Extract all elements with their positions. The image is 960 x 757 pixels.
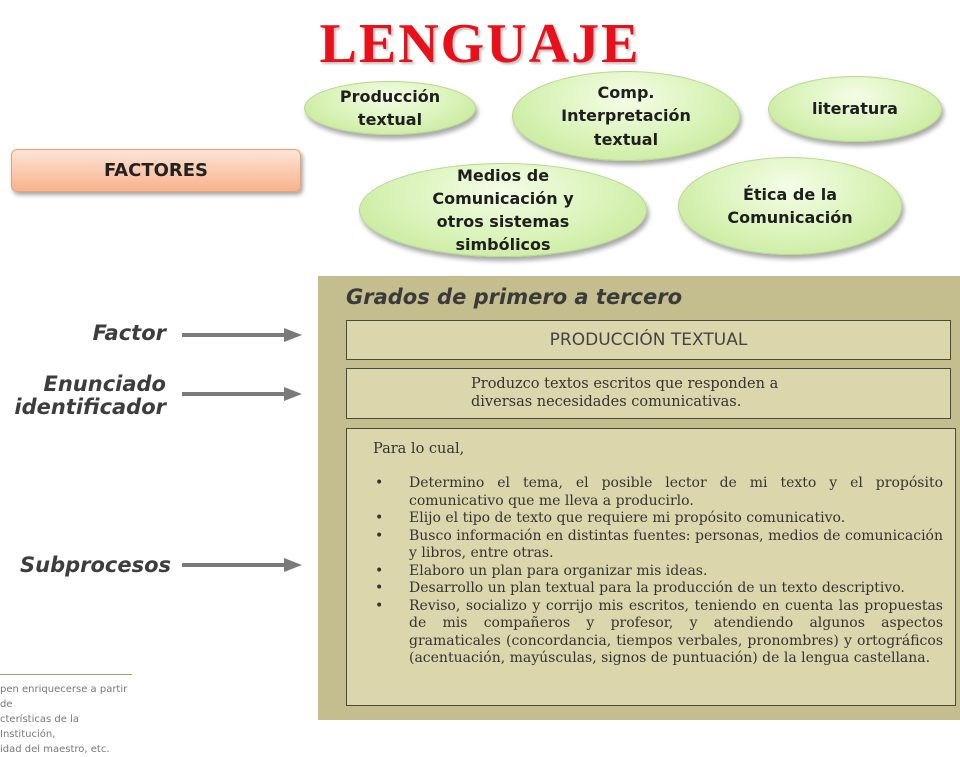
factor-box xyxy=(346,320,951,360)
list-item: • Busco información en distintas fuentes: personas, medios de comunicación y libros, entre otras. xyxy=(375,527,943,561)
list-item: • Desarrollo un plan textual para la producción de un texto descriptivo. xyxy=(375,580,905,596)
enunciado-box-text xyxy=(471,375,891,411)
arrow-enunciado xyxy=(180,385,304,403)
bullet-icon: • xyxy=(375,562,384,579)
oval-medios-comunicacion xyxy=(359,163,647,257)
factor-box-text: PRODUCCIÓN TEXTUAL xyxy=(549,330,748,350)
oval-literatura xyxy=(768,76,942,142)
main-title: LENGUAJE xyxy=(319,13,641,75)
list-item: • Reviso, socializo y corrijo mis escritos, teniendo en cuenta las propuestas de mis compañeros y profesor, y atendiendo algunos aspectos gramaticales (concordancia, tiempos verbales, pronombres) y ortográficos (acentuación, mayúsculas, signos de puntuación) de la lengua castellana. xyxy=(375,597,943,666)
arrow-factor xyxy=(180,326,304,344)
footnote-line3: idad del maestro, etc. xyxy=(0,744,110,755)
oval-comp-interpretacion xyxy=(512,71,740,161)
list-item: • Elijo el tipo de texto que requiere mi propósito comunicativo. xyxy=(375,510,846,526)
oval-produccion-textual-label: Producción textual xyxy=(339,86,441,129)
list-item: • Determino el tema, el posible lector de mi texto y el propósito comunicativo que me lleva a producirlo. xyxy=(375,475,943,509)
label-enunciado-line1: Enunciado xyxy=(43,372,166,396)
oval-comp-interpretacion-label: Comp. Interpretación textual xyxy=(561,83,691,149)
footnote-line1: pen enriquecerse a partir de xyxy=(0,684,128,710)
bullet-icon: • xyxy=(375,580,384,596)
label-factor-text: Factor xyxy=(92,321,166,345)
label-enunciado-line2: identificador xyxy=(14,395,166,420)
list-item: • Elaboro un plan para organizar mis ideas. xyxy=(375,562,708,579)
label-enunciado-identificador xyxy=(10,373,166,419)
bullet-icon: • xyxy=(375,475,384,491)
panel-title: Grados de primero a tercero xyxy=(346,285,683,309)
subprocesos-intro: Para lo cual, xyxy=(373,441,465,457)
oval-produccion-textual xyxy=(304,81,476,135)
factores-label: FACTORES xyxy=(103,160,209,181)
arrow-subprocesos xyxy=(180,556,304,574)
label-factor xyxy=(60,322,166,345)
footnote-divider xyxy=(0,674,132,675)
factores-box xyxy=(11,149,301,192)
oval-etica-comunicacion-label: Ética de la Comunicación xyxy=(727,184,853,227)
label-subprocesos xyxy=(20,553,172,577)
label-subprocesos-text: Subprocesos xyxy=(20,553,172,577)
subprocesos-box xyxy=(346,428,956,706)
oval-literatura-label: literatura xyxy=(812,99,898,119)
oval-medios-comunicacion-label: Medios de Comunicación y otros sistemas simbólicos xyxy=(432,165,574,255)
bullet-icon: • xyxy=(375,527,384,544)
enunciado-line2: diversas necesidades comunicativas. xyxy=(471,394,742,411)
enunciado-box xyxy=(346,368,951,419)
oval-etica-comunicacion xyxy=(678,157,902,255)
bullet-icon: • xyxy=(375,510,384,526)
bullet-icon: • xyxy=(375,597,384,614)
subprocesos-list xyxy=(373,475,943,668)
enunciado-line1: Produzco textos escritos que responden a xyxy=(471,376,779,392)
footnote-line2: cterísticas de la Institución, xyxy=(0,714,79,740)
